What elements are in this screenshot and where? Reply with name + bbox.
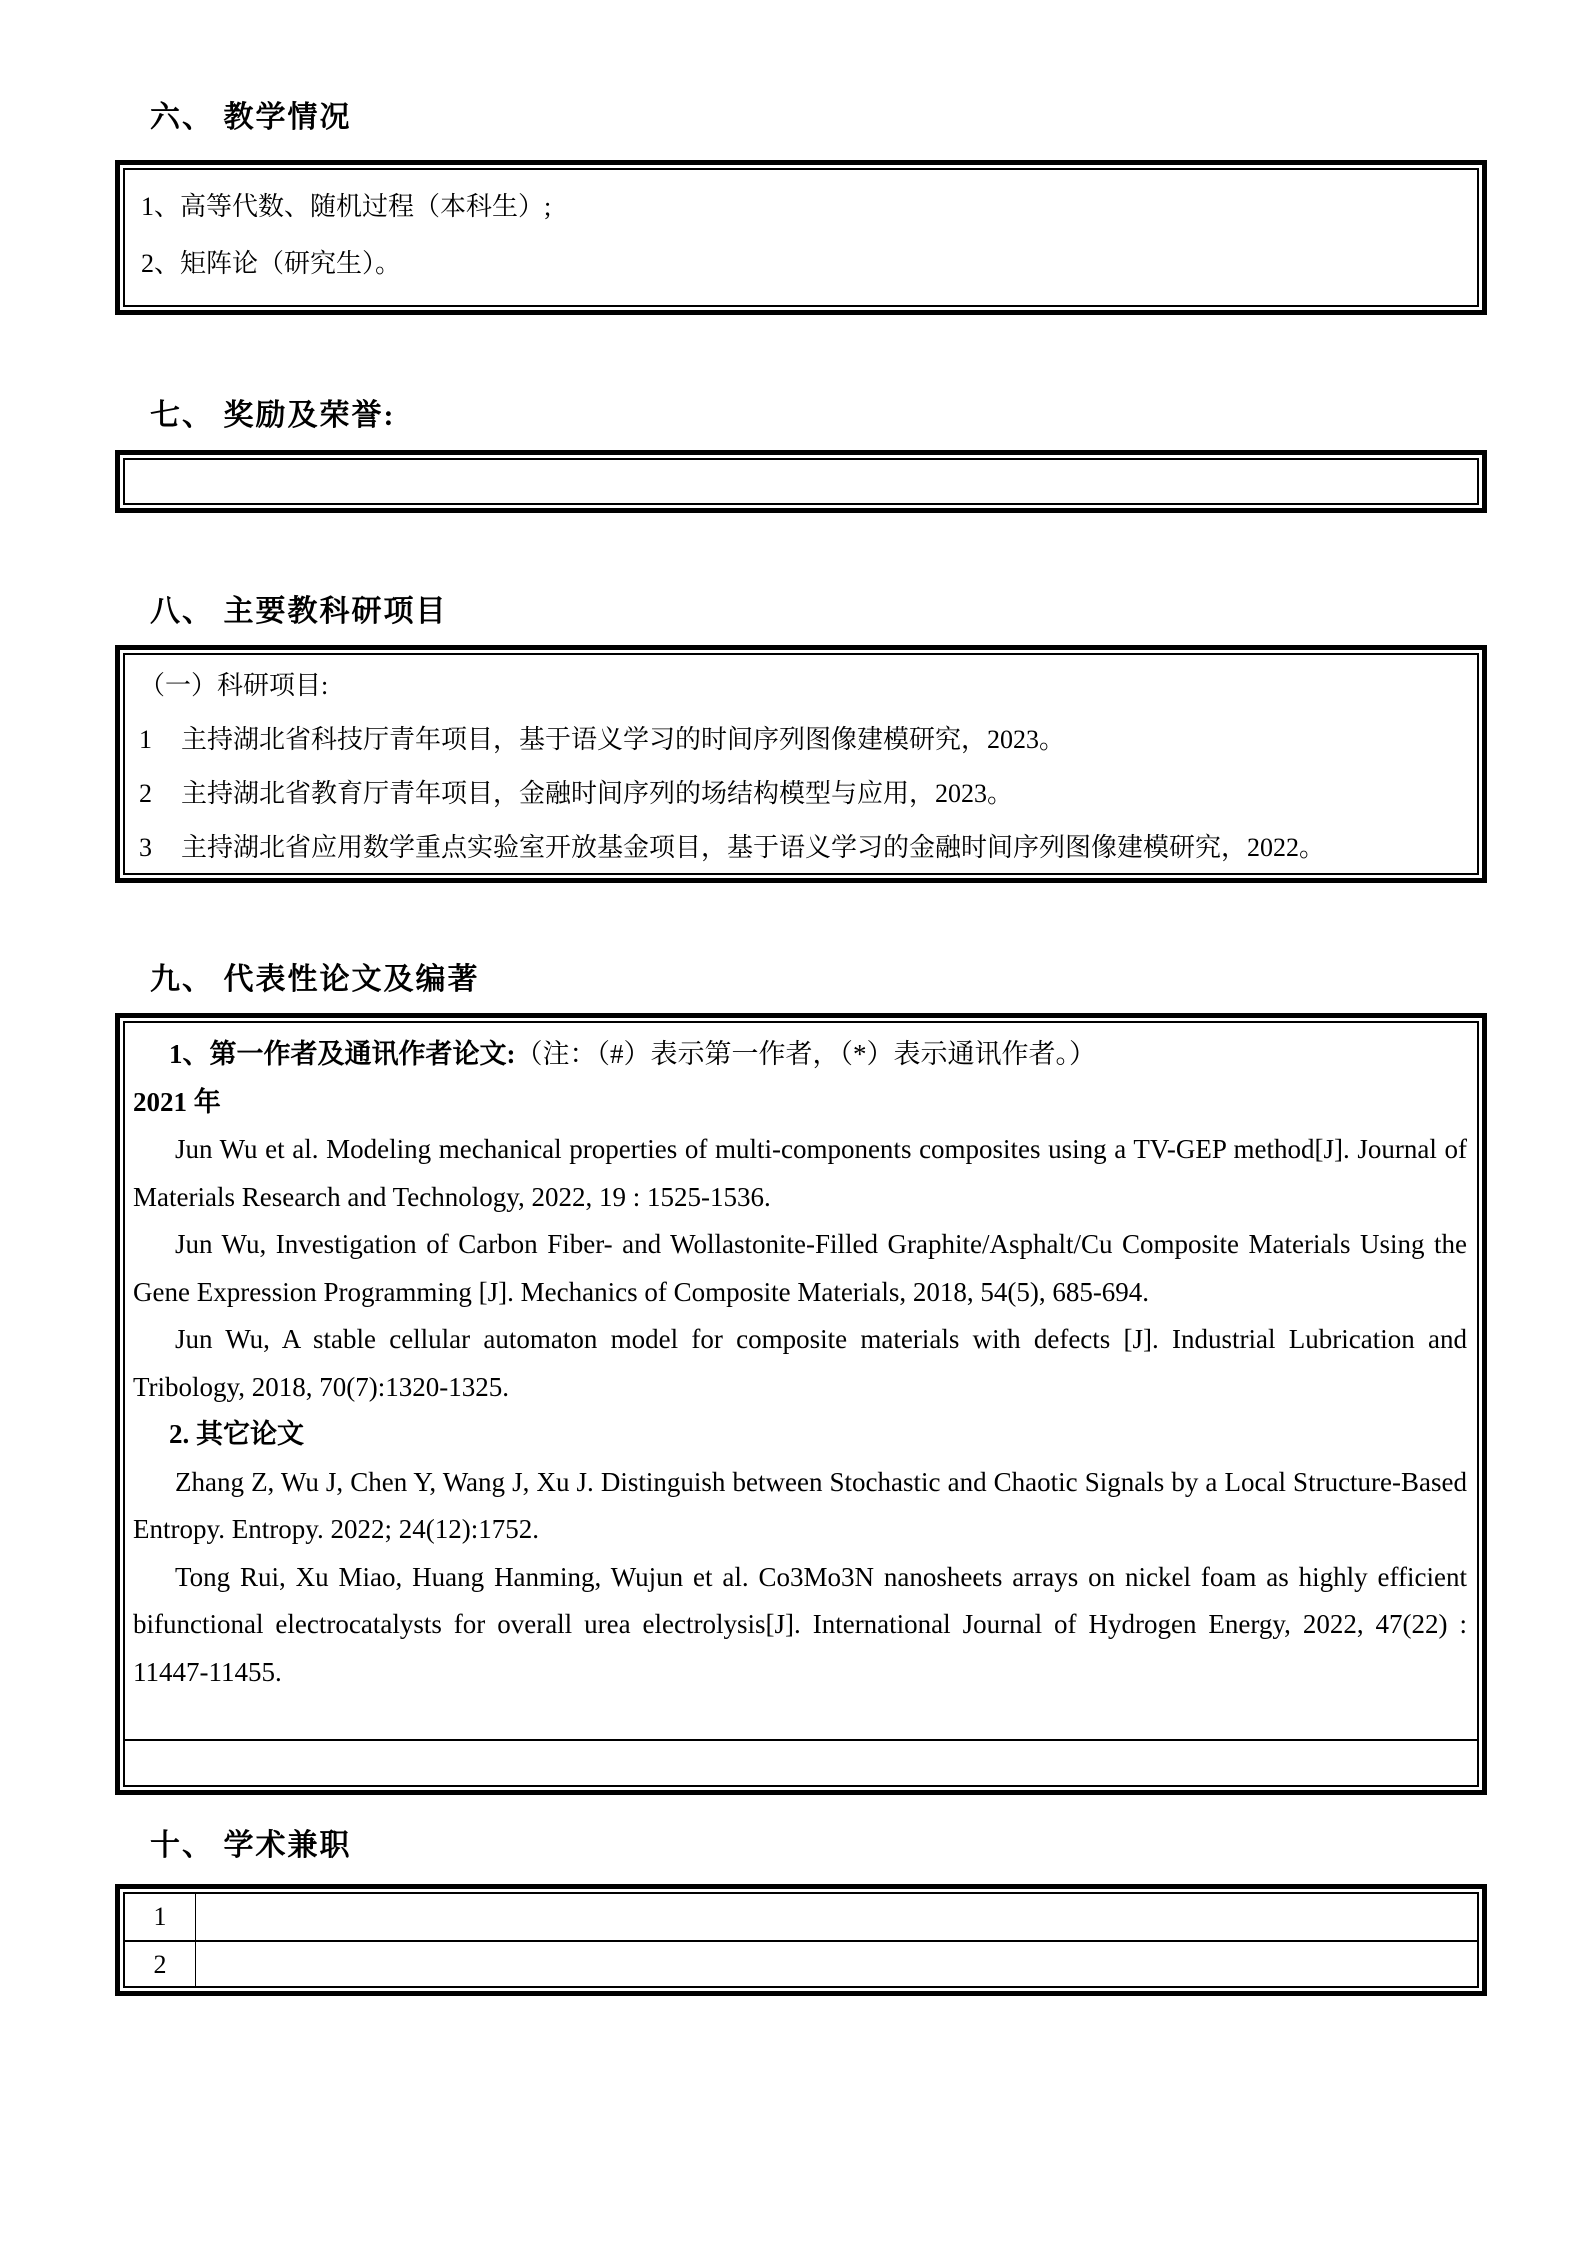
teaching-box-inner <box>123 168 1479 307</box>
table-row-number: 1 <box>125 1894 196 1940</box>
table-row-content <box>196 1894 1477 1940</box>
table-row <box>125 1894 1477 1942</box>
publications-box <box>115 1013 1487 1795</box>
publications-empty-cell <box>125 1741 1477 1785</box>
table-row-content <box>196 1942 1477 1988</box>
table-row-number: 2 <box>125 1942 196 1988</box>
paper-entry: Tong Rui, Xu Miao, Huang Hanming, Wujun et al. Co3Mo3N nanosheets arrays on nickel foam as highly efficient bifunctional electrocatalysts for overall urea electrolysis[J]. International Journal of Hydrogen Energy, 2022, 47(22) : 11447-11455. <box>133 1561 1467 1687</box>
year-label: 2021 年 <box>133 1086 221 1117</box>
publications-box-inner <box>123 1021 1479 1787</box>
paper-entry: Zhang Z, Wu J, Chen Y, Wang J, Xu J. Distinguish between Stochastic and Chaotic Signals by a Local Structure-Based Entropy. Entropy. 2022; 24(12):1752. <box>133 1466 1467 1544</box>
awards-box-inner <box>123 458 1479 505</box>
projects-subheading: （一）科研项目: <box>139 671 329 700</box>
teaching-box <box>115 160 1487 315</box>
project-item <box>139 767 1463 821</box>
project-item-text: 主持湖北省科技厅青年项目，基于语义学习的时间序列图像建模研究，2023。 <box>181 725 1066 754</box>
paper-entry: Jun Wu, A stable cellular automaton model for composite materials with defects [J]. Industrial Lubrication and Tribology, 2018, 70(7):1320-1325. <box>133 1324 1467 1402</box>
table-row <box>125 1942 1477 1988</box>
first-author-heading-line <box>133 1031 1467 1079</box>
publications-main-cell <box>125 1023 1477 1741</box>
project-item-number: 1 <box>139 725 152 754</box>
other-papers-label: 2. 其它论文 <box>169 1419 304 1449</box>
project-item <box>139 821 1463 875</box>
project-item-text: 主持湖北省应用数学重点实验室开放基金项目，基于语义学习的金融时间序列图像建模研究，2022。 <box>181 833 1326 862</box>
awards-box <box>115 450 1487 513</box>
first-author-note: （注：（#）表示第一作者，（*）表示通讯作者。） <box>515 1039 1096 1069</box>
project-item-text: 主持湖北省教育厅青年项目，金融时间序列的场结构模型与应用，2023。 <box>181 779 1014 808</box>
project-item-number: 3 <box>139 833 152 862</box>
first-author-label: 1、第一作者及通讯作者论文: <box>169 1039 516 1069</box>
section-heading-academic-positions: 十、 学术兼职 <box>150 1829 352 1862</box>
academic-positions-table <box>115 1884 1487 1996</box>
academic-positions-table-inner <box>123 1892 1479 1988</box>
section-heading-publications: 九、 代表性论文及编著 <box>150 963 480 996</box>
section-heading-teaching: 六、 教学情况 <box>150 101 352 134</box>
paper-entry: Jun Wu, Investigation of Carbon Fiber- and Wollastonite-Filled Graphite/Asphalt/Cu Composite Materials Using the Gene Expression Programming [J]. Mechanics of Composite Materials, 2018, 54(5), 685-694. <box>133 1229 1467 1307</box>
project-item <box>139 713 1463 767</box>
paper-entry: Jun Wu et al. Modeling mechanical properties of multi-components composites using a TV-GEP method[J]. Journal of Materials Research and Technology, 2022, 19 : 1525-1536. <box>133 1134 1467 1212</box>
section-heading-projects: 八、 主要教科研项目 <box>150 595 448 628</box>
projects-box <box>115 645 1487 883</box>
section-heading-awards: 七、 奖励及荣誉: <box>150 399 396 432</box>
teaching-item: 2、矩阵论（研究生）。 <box>141 249 402 278</box>
teaching-item: 1、高等代数、随机过程（本科生）; <box>141 192 552 221</box>
projects-box-inner <box>123 653 1479 875</box>
project-item-number: 2 <box>139 779 152 808</box>
